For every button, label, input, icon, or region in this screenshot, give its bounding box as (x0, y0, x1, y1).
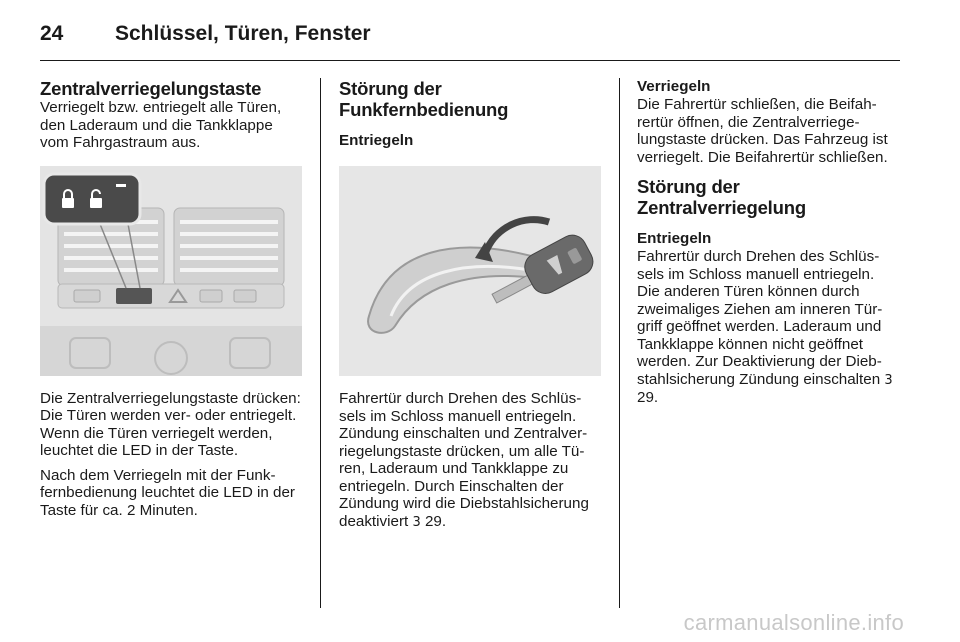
column-3 (637, 78, 899, 414)
figure-central-locking-button (40, 166, 302, 376)
column-1 (40, 78, 302, 526)
section-heading-central-locking-button: Zentralverriegelungstaste (40, 78, 262, 99)
page-title: Schlüssel, Türen, Fenster (115, 22, 371, 45)
page-reference-link[interactable]: 29. (424, 512, 447, 530)
figure-key-in-door-lock (339, 166, 601, 376)
page-reference-symbol: 3 (412, 514, 421, 530)
page-reference-symbol-2: 3 (884, 372, 893, 388)
paragraph-manual-unlock-text: Fahrertür durch Drehen des Schlüs-sels im Schloss manuell entriegeln. Zündung einschalten und Zentralver-riegelungstaste drücken, um alle Tü-ren, Laderaum und Tankklappe zu entriegeln. Durch Einschalten der Zündung wird die Diebstahlsicherung deaktiviert (339, 390, 589, 530)
key-door-handle-illustration (339, 166, 601, 376)
header-divider (40, 60, 900, 61)
page-header (40, 14, 371, 54)
page-reference-link-2[interactable]: 29. (637, 389, 659, 406)
subheading-lock: Verriegeln (637, 78, 711, 95)
section-heading-remote-failure: Störung der Funkfernbedienung (339, 78, 509, 120)
column-2 (339, 78, 601, 538)
dashboard-vents-illustration (40, 166, 302, 376)
paragraph-press-button: Die Zentralverriegelungstaste drücken: Die Türen werden ver- oder entriegelt. Wenn die Türen verriegelt werden, leuchtet die LED in der Taste. (40, 389, 301, 459)
paragraph-manual-unlock-2 (637, 248, 899, 407)
section-heading-central-locking-failure: Störung der Zentralverriegelung (637, 176, 806, 218)
watermark: carmanualsonline.info (683, 610, 904, 635)
paragraph-lock-procedure: Die Fahrertür schließen, die Beifah-rertür öffnen, die Zentralverriege-lungstaste drücken. Das Fahrzeug ist verriegelt. Die Beifahrertür schließen. (637, 96, 888, 166)
page-number: 24 (40, 22, 64, 45)
paragraph-led-duration: Nach dem Verriegeln mit der Funk-fernbedienung leuchtet die LED in der Taste für ca. 2 Minuten. (40, 466, 295, 519)
column-divider-1 (320, 78, 321, 608)
subheading-unlock: Entriegeln (339, 132, 414, 149)
column-divider-2 (619, 78, 620, 608)
paragraph-manual-unlock (339, 390, 601, 531)
subheading-unlock-2: Entriegeln (637, 230, 712, 247)
intro-paragraph: Verriegelt bzw. entriegelt alle Türen, den Laderaum und die Tankklappe vom Fahrgastraum aus. (40, 99, 282, 151)
paragraph-manual-unlock-2-text: Fahrertür durch Drehen des Schlüs-sels im Schloss manuell entriegeln. Die anderen Türen können durch zweimaliges Ziehen am inneren Tür-griff geöffnet werden. Laderaum und Tankklappe können nicht geöffnet werden. Zur Deaktivierung der Dieb-stahlsicherung Zündung einschalten (637, 248, 883, 388)
